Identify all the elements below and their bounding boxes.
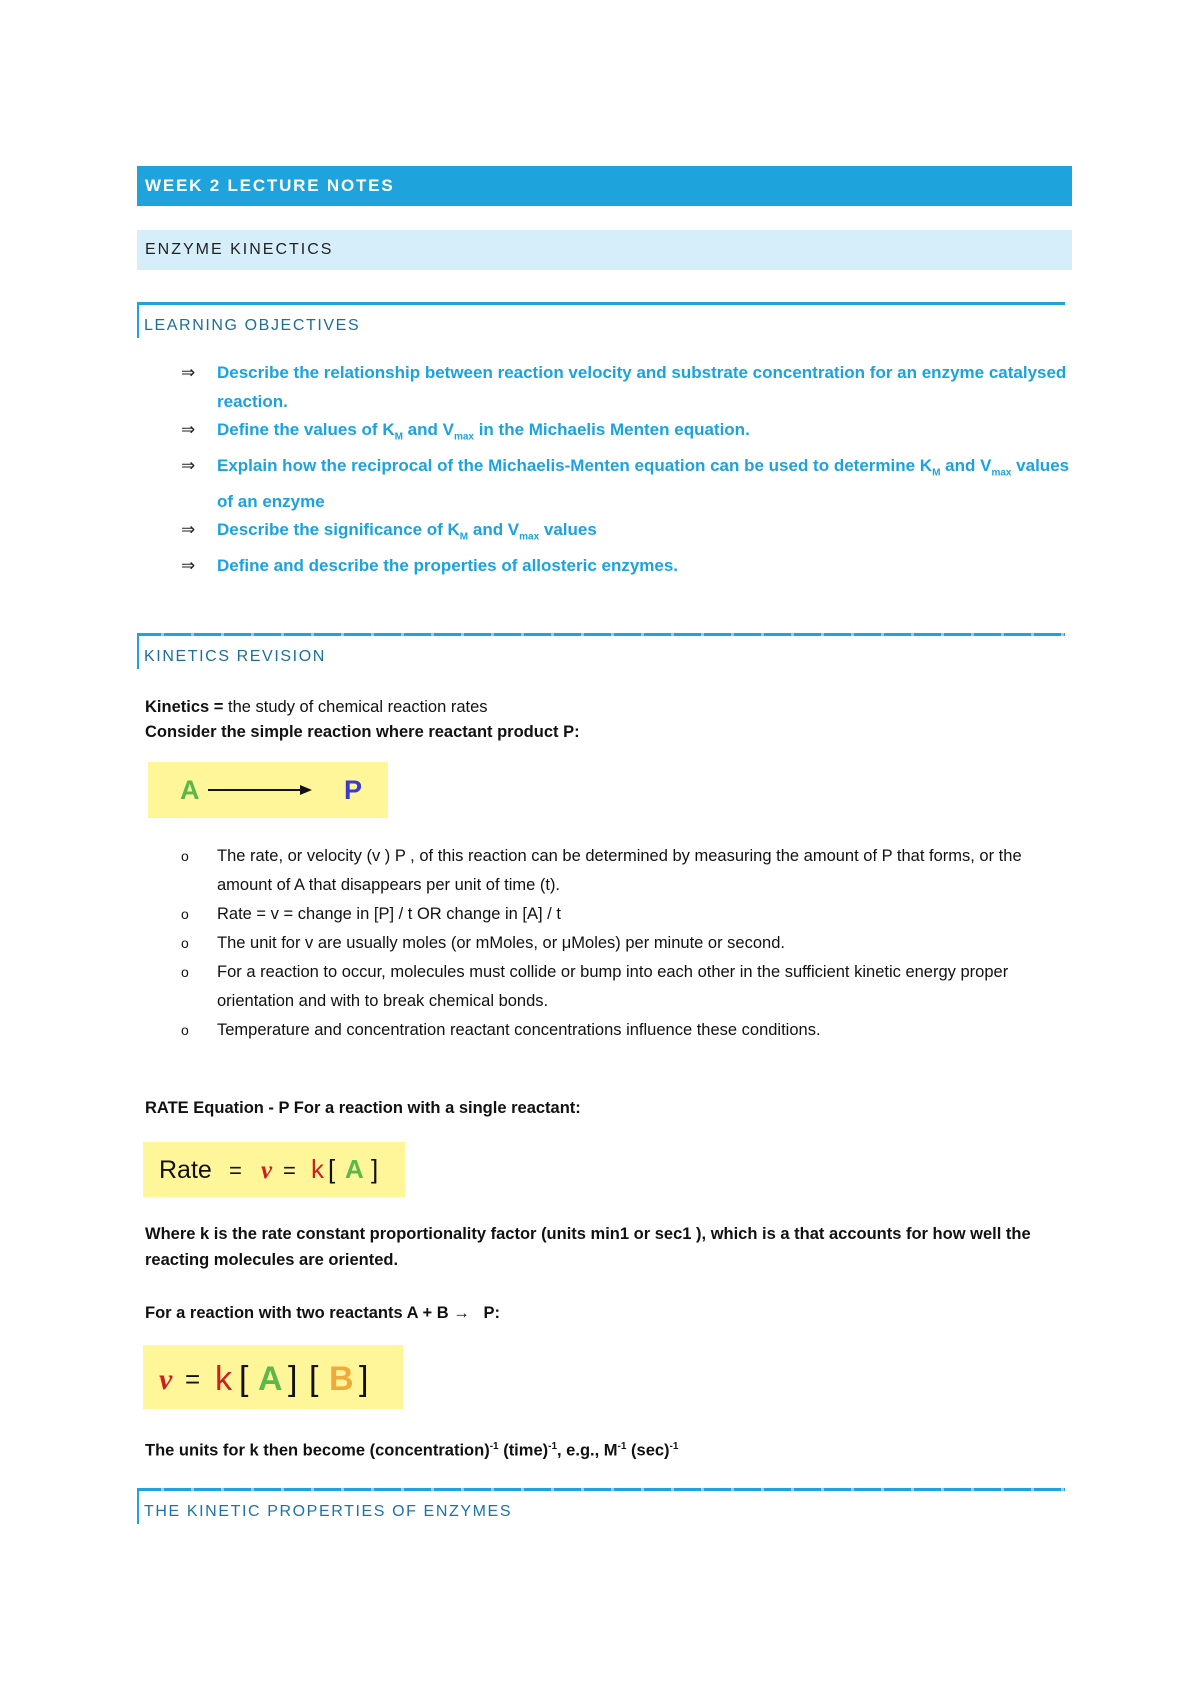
section-kinetic-properties bbox=[137, 1488, 1065, 1521]
equals-sign: = bbox=[229, 1158, 242, 1183]
list-item: o Rate = v = change in [P] / t OR change in [A] / t bbox=[181, 900, 1071, 929]
reactant-a-label: A bbox=[345, 1154, 364, 1184]
circle-bullet-icon: o bbox=[181, 964, 189, 980]
bracket: [ bbox=[309, 1360, 319, 1398]
list-item: o The rate, or velocity (v ) P , of this reaction can be determined by measuring the amount of P that forms, or the amount of A that disappears per unit of time (t). bbox=[181, 842, 1071, 900]
arrow-bullet-icon: ⇒ bbox=[181, 556, 196, 576]
equals-sign: = bbox=[185, 1364, 201, 1394]
list-item: o The unit for v are usually moles (or mMoles, or μMoles) per minute or second. bbox=[181, 929, 1071, 958]
section-heading: LEARNING OBJECTIVES bbox=[144, 317, 361, 334]
rate-word: Rate bbox=[159, 1156, 212, 1184]
rate-constant-description: Where k is the rate constant proportionality factor (units min1 or sec1 ), which is a that accounts for how well the reacting molecules are oriented. bbox=[145, 1225, 1031, 1269]
reactant-a-label: A bbox=[180, 775, 200, 805]
rate-equation-label: RATE Equation - P For a reaction with a single reactant: bbox=[145, 1099, 581, 1117]
list-item: o Temperature and concentration reactant concentrations influence these conditions. bbox=[181, 1016, 857, 1045]
arrow-bullet-icon: ⇒ bbox=[181, 420, 196, 439]
arrow-head-icon bbox=[300, 785, 312, 795]
objectives-list bbox=[181, 359, 1081, 581]
circle-bullet-icon: o bbox=[181, 848, 189, 864]
list-item: ⇒ Define and describe the properties of allosteric enzymes. bbox=[181, 552, 1081, 581]
bracket: [ bbox=[328, 1154, 336, 1184]
bracket: [ bbox=[239, 1360, 249, 1398]
rate-constant-symbol: k bbox=[311, 1154, 324, 1184]
list-item: o For a reaction to occur, molecules must collide or bump into each other in the sufficient kinetic energy proper orientation and with to break chemical bonds. bbox=[181, 958, 1071, 1016]
list-item: ⇒ Define the values of $K_M$ and $V_{max}$ in the Michaelis Menten equation. bbox=[181, 416, 1081, 452]
reaction-arrow-diagram bbox=[148, 762, 388, 818]
reaction-equation-box bbox=[148, 762, 388, 818]
rate-equation-box bbox=[143, 1142, 405, 1197]
section-kinetics-revision bbox=[137, 633, 1065, 666]
two-reactants-label: For a reaction with two reactants A + B → P: bbox=[145, 1304, 500, 1322]
list-item: ⇒ Describe the significance of $K_M$ and $V_{max}$ values bbox=[181, 516, 1081, 552]
rate-constant-symbol: k bbox=[215, 1360, 232, 1398]
reaction-intro: Consider the simple reaction where reactant product P: bbox=[145, 723, 580, 741]
reactant-a-label: A bbox=[258, 1360, 283, 1398]
section-heading: KINETICS REVISION bbox=[144, 648, 326, 665]
bracket: ] bbox=[288, 1360, 298, 1398]
circle-bullet-icon: o bbox=[181, 935, 189, 951]
rate-equation-diagram bbox=[143, 1142, 405, 1197]
rate-constant-units: The units for k then become (concentration)$^{-1}$ (time)$^{-1}$, e.g., $M^{-1}$ $(\sec)^{-1}$ bbox=[145, 1441, 679, 1460]
velocity-symbol: v bbox=[261, 1157, 273, 1184]
arrow-bullet-icon: ⇒ bbox=[181, 520, 196, 540]
list-item: ⇒ Describe the relationship between reaction velocity and substrate concentration for an enzyme catalysed reaction. bbox=[181, 359, 1081, 416]
right-arrow-icon: → bbox=[453, 1304, 470, 1322]
velocity-symbol: v bbox=[159, 1363, 173, 1396]
product-p-label: P bbox=[344, 775, 363, 805]
kinetics-bullets bbox=[181, 842, 1071, 1045]
page-subtitle: ENZYME KINECTICS bbox=[137, 230, 1072, 270]
arrow-bullet-icon: ⇒ bbox=[181, 363, 196, 382]
reactant-b-label: B bbox=[329, 1360, 354, 1398]
page-title: WEEK 2 LECTURE NOTES bbox=[137, 166, 1072, 206]
section-learning-objectives bbox=[137, 302, 1065, 335]
circle-bullet-icon: o bbox=[181, 906, 189, 922]
section-heading: THE KINETIC PROPERTIES OF ENZYMES bbox=[144, 1503, 513, 1520]
bracket: ] bbox=[359, 1360, 369, 1398]
two-reactant-equation-diagram bbox=[143, 1345, 403, 1409]
bracket: ] bbox=[371, 1154, 379, 1184]
arrow-bullet-icon: ⇒ bbox=[181, 455, 196, 475]
equals-sign: = bbox=[283, 1158, 296, 1183]
two-reactant-equation-box bbox=[143, 1345, 403, 1409]
circle-bullet-icon: o bbox=[181, 1022, 189, 1038]
kinetics-definition: Kinetics = the study of chemical reaction rates bbox=[145, 698, 488, 716]
list-item: ⇒ Explain how the reciprocal of the Michaelis-Menten equation can be used to determine $K_M$ and $V_{max}$ values of an enzyme bbox=[181, 452, 1081, 516]
